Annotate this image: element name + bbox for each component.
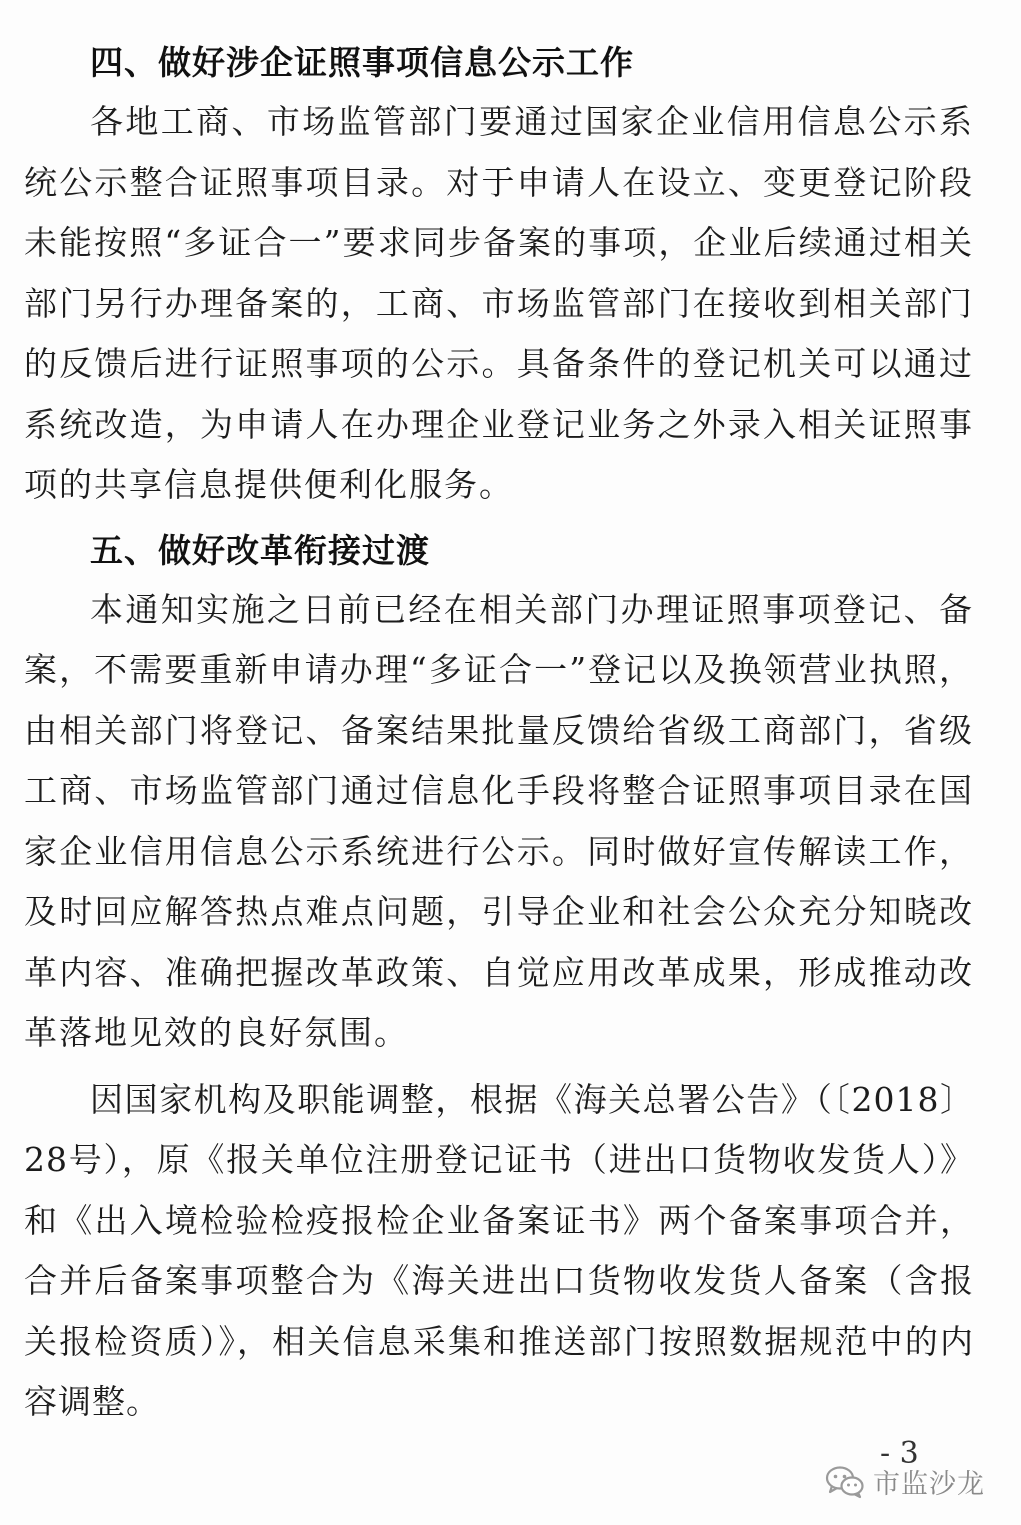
- section-4-paragraph: 各地工商、市场监管部门要通过国家企业信用信息公示系统公示整合证照事项目录。对于申请人在设立、变更登记阶段未能按照“多证合一”要求同步备案的事项，企业后续通过相关部门另行办理备案的，工商、市场监管部门在接收到相关部门的反馈后进行证照事项的公示。具备条件的登记机关可以通过系统改造，为申请人在办理企业登记业务之外录入相关证照事项的共享信息提供便利化服务。: [24, 102, 974, 504]
- document-body: [24, 34, 974, 1433]
- closing-paragraph: 因国家机构及职能调整，根据《海关总署公告》（〔2018〕28号），原《报关单位注册登记证书（进出口货物收发货人）》和《出入境检验检疫报检企业备案证书》两个备案事项合并，合并后备案事项整合为《海关进出口货物收发货人备案（含报关报检资质）》，相关信息采集和推送部门按照数据规范中的内容调整。: [24, 1079, 974, 1421]
- watermark: [825, 1462, 985, 1501]
- section-5-paragraph: 本通知实施之日前已经在相关部门办理证照事项登记、备案，不需要重新申请办理“多证合一”登记以及换领营业执照，由相关部门将登记、备案结果批量反馈给省级工商部门，省级工商、市场监管部门通过信息化手段将整合证照事项目录在国家企业信用信息公示系统进行公示。同时做好宣传解读工作，及时回应解答热点难点问题，引导企业和社会公众充分知晓改革内容、准确把握改革政策、自觉应用改革成果，形成推动改革落地见效的良好氛围。: [24, 589, 974, 1052]
- section-5-heading: 五、做好改革衔接过渡: [90, 530, 430, 570]
- wechat-icon: [825, 1465, 865, 1499]
- page-number: - 3: [880, 1436, 919, 1471]
- section-4-heading: 四、做好涉企证照事项信息公示工作: [90, 43, 634, 82]
- watermark-text: 市监沙龙: [873, 1469, 985, 1500]
